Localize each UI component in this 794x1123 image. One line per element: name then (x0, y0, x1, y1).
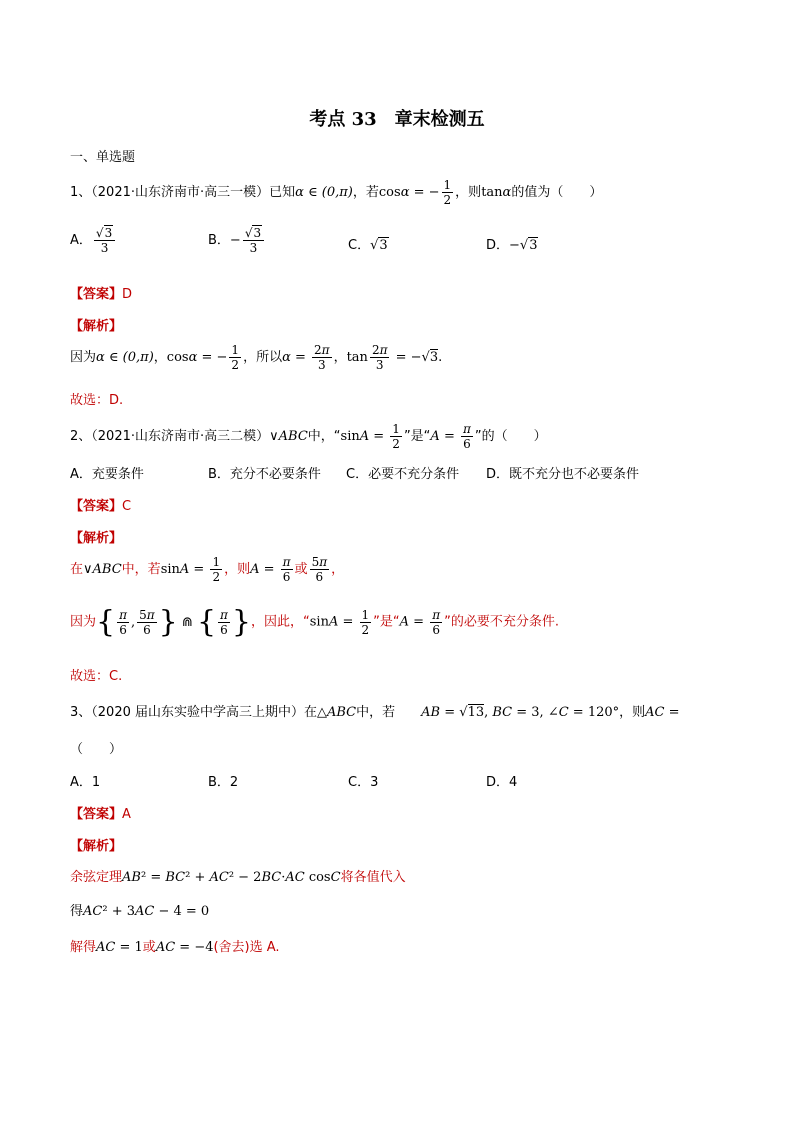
q1-sol-lead: 因为 (70, 350, 97, 365)
q2-sol1-b: 中，若 (121, 562, 161, 577)
q2-sol2-c: ”是“ (373, 614, 400, 630)
q1-stem (70, 178, 602, 207)
q1-mid2: ，则 (455, 185, 482, 200)
q2-option-a: A．充要条件 (70, 467, 144, 482)
q3-mid1: 中，若 (356, 705, 396, 720)
q3-option-c: C．3 (348, 775, 379, 790)
q1-mid1: ，若 (352, 185, 379, 200)
q1-sol-mid: ，所以 (243, 350, 283, 365)
q3-sol2-a: 得 (70, 904, 84, 919)
q1-opt-c-label: C． (348, 238, 371, 253)
q3-option-d: D．4 (486, 775, 518, 790)
q3-answer (70, 803, 131, 822)
q2-mid2: ”是“ (403, 429, 431, 444)
q2-choose: 故选：C. (70, 669, 123, 684)
q2-tail: ”的（ ） (474, 429, 547, 444)
q1-tan: tanα (481, 185, 512, 200)
q3-sol1-b: 将各值代入 (340, 870, 406, 885)
q1-cos: cosα = − (378, 185, 440, 200)
q1-lead: 1、（2021·山东济南市·高三一模）已知 (70, 185, 296, 200)
q2-option-d: D．既不充分也不必要条件 (486, 467, 640, 482)
q3-option-b: B．2 (208, 775, 239, 790)
q3-stem-cont: （ ） (70, 742, 123, 757)
q3-mid2: ，则 (619, 705, 646, 720)
q1-choose (70, 389, 123, 408)
q3-sol3-a: 解得 (70, 940, 97, 955)
q3-analysis-tag: 【解析】 (70, 839, 123, 854)
q1-opt-c-value: √3 (370, 238, 388, 253)
q3-option-a: A．1 (70, 775, 101, 790)
q1-solution: 因为α ∈ (0,π)，cosα = − $\frac{1}{2}$ ，所以α = $\frac{2\pi}{3}$ ，tan $\frac{2\pi}{3}$ = −√3. (70, 343, 443, 372)
q1-opt-d-label: D． (486, 238, 510, 253)
q1-option-b: B．− $\frac{√3}{3}$ (208, 226, 266, 255)
q2-lead: 2、（2021·山东济南市·高三二模） (70, 429, 270, 444)
q1-option-c (348, 234, 389, 253)
q2-analysis-tag: 【解析】 (70, 531, 123, 546)
q3-solution-line3: 解得AC = 1或AC = −4(舍去)选 A. (70, 940, 280, 955)
q3-solution-line2: 得AC² + 3AC − 4 = 0 (70, 904, 210, 919)
section-heading: 一、单选题 (70, 150, 136, 165)
q2-answer-value: C (122, 499, 132, 514)
title-main: 章末检测五 (394, 109, 485, 130)
q1-opt-d-value: −√3 (509, 238, 538, 253)
q1-answer (70, 283, 132, 302)
q1-answer-tag: 【答案】 (70, 287, 123, 302)
q1-answer-value: D (122, 287, 133, 302)
q3-sol1-a: 余弦定理 (70, 870, 123, 885)
q2-sol2-a: 因为 (70, 614, 97, 630)
q2-sol2-b: ，因此，“ (251, 614, 310, 630)
q2-option-b: B．充分不必要条件 (208, 467, 321, 482)
q1-option-d (486, 234, 538, 253)
q1-alpha-range: α ∈ (0,π) (295, 185, 353, 200)
q3-answer-value: A (122, 807, 131, 822)
page-title (0, 105, 794, 131)
title-prefix: 考点 33 (309, 109, 377, 130)
q2-answer (70, 495, 131, 514)
q2-solution-line2: 因为{ $\frac{\pi}{6}$ , $\frac{5\pi}{6}$ } ⋒ { $\frac{\pi}{6}$ }，因此，“sinA = $\frac{1}{2}$ ”是“A = $\frac{\pi}{6}$ ”的必要不充分条件. (70, 604, 559, 639)
q2-sol1-a: 在 (70, 562, 84, 577)
q2-stem: 2、（2021·山东济南市·高三二模）∨ABC中，“sinA = $\frac{1}{2}$ ”是“A = $\frac{\pi}{6}$ ”的（ ） (70, 422, 547, 451)
q1-opt-b-value: $\frac{√3}{3}$ (243, 226, 264, 255)
q2-option-c: C．必要不充分条件 (346, 467, 460, 482)
q2-answer-tag: 【答案】 (70, 499, 123, 514)
q3-lead: 3、（2020 届山东实验中学高三上期中）在 (70, 705, 317, 720)
q2-sol1-c: ，则 (224, 562, 251, 577)
q2-sol1-d: 或 (294, 562, 308, 577)
q1-option-a (70, 226, 117, 255)
q3-sol3-c: (舍去)选 A. (213, 940, 280, 955)
q1-opt-b-label: B． (208, 233, 230, 248)
q2-solution-line1: 在∨ABC中，若sinA = $\frac{1}{2}$ ，则A = $\frac{\pi}{6}$ 或 $\frac{5\pi}{6}$ ， (70, 555, 345, 584)
q1-opt-a-label: A． (70, 233, 92, 248)
q2-mid1: 中，“ (307, 429, 341, 444)
q1-opt-a-value: $\frac{√3}{3}$ (94, 226, 115, 255)
q3-stem: 3、（2020 届山东实验中学高三上期中）在△ABC中，若 AB = √13, BC = 3, ∠C = 120°，则AC = (70, 705, 680, 720)
q3-sol3-b: 或 (142, 940, 156, 955)
q1-tail: 的值为（ ） (511, 185, 603, 200)
q3-solution-line1: 余弦定理AB² = BC² + AC² − 2BC·AC cosC将各值代入 (70, 870, 406, 885)
q1-frac-half: $\frac{1}{2}$ (443, 178, 452, 207)
q1-choose-text: 故选：D. (70, 393, 124, 408)
q2-sol2-d: ”的必要不充分条件. (444, 614, 559, 630)
q1-analysis-tag: 【解析】 (70, 319, 123, 334)
q3-answer-tag: 【答案】 (70, 807, 123, 822)
